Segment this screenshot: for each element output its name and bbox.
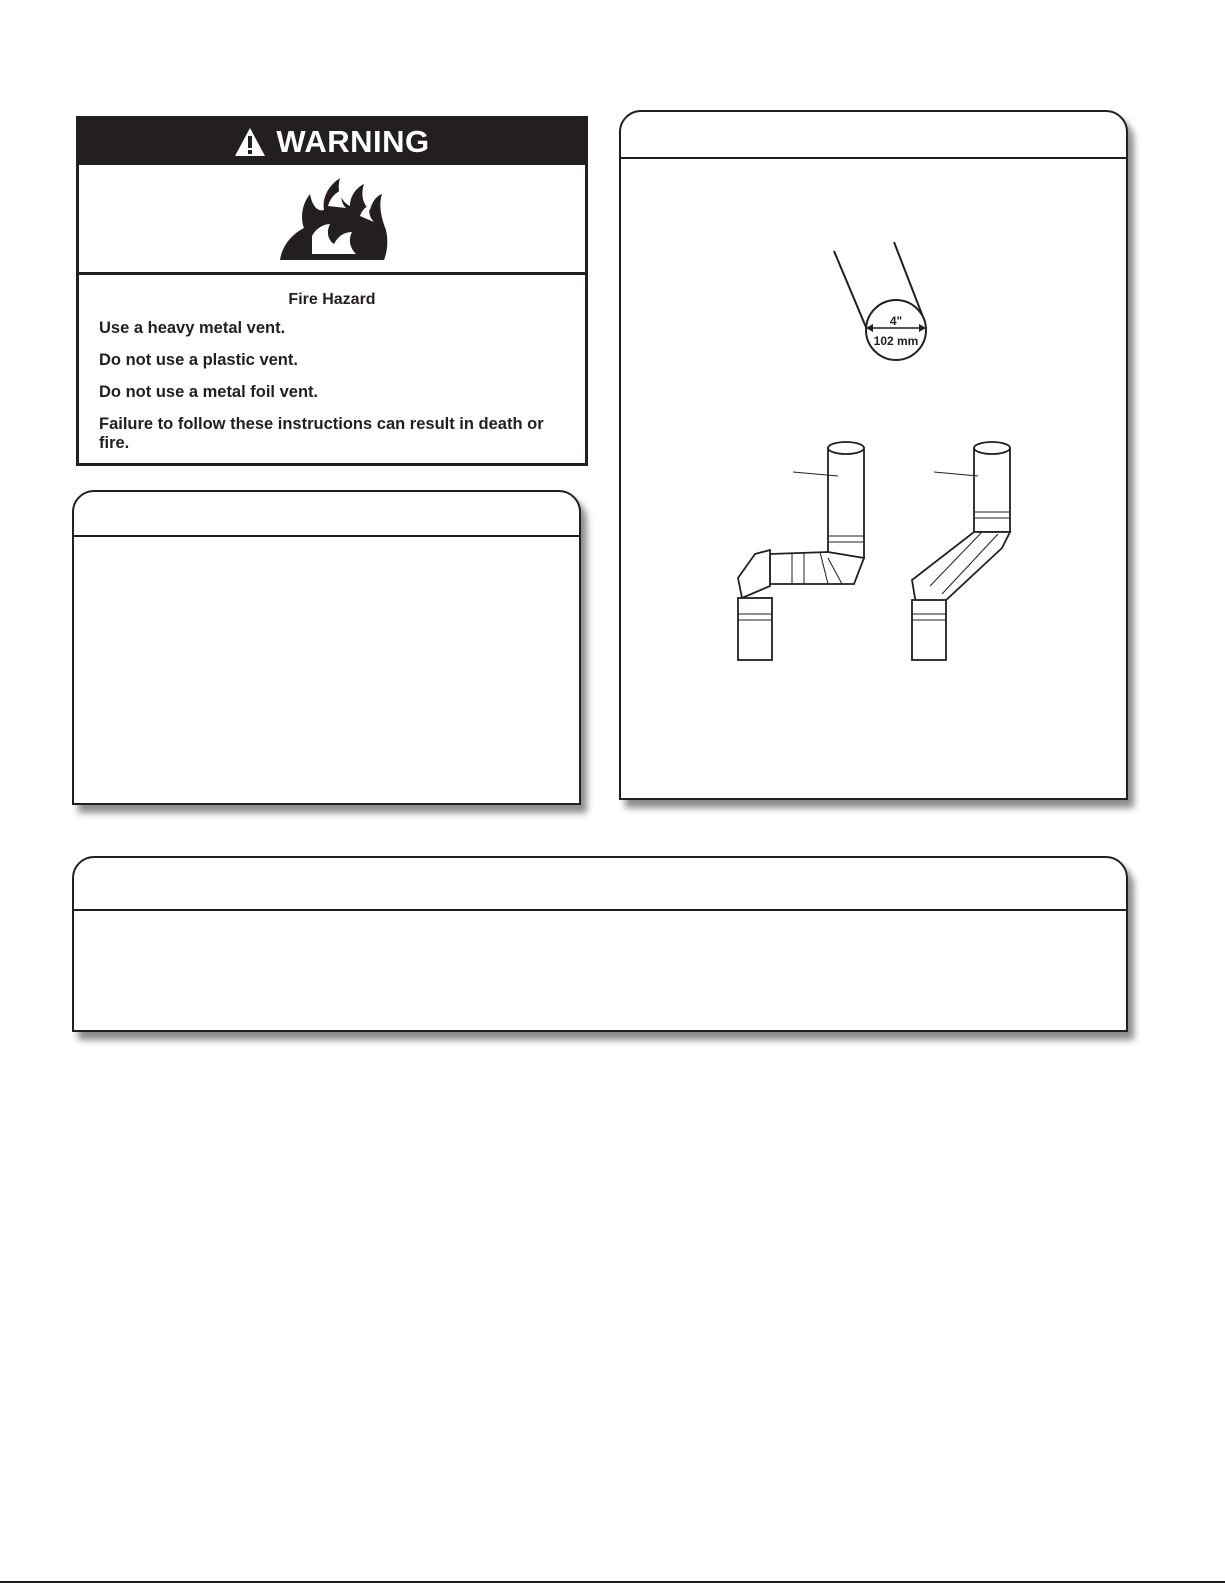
elbow-vent-illustration (738, 442, 864, 660)
warning-line: Failure to follow these instructions can result in death or fire. (99, 415, 544, 452)
warning-box (76, 116, 588, 466)
warning-line: Use a heavy metal vent. (99, 319, 286, 337)
hazard-name: Fire Hazard (288, 291, 376, 308)
warning-line: Do not use a plastic vent. (99, 351, 298, 369)
vent-diagram (621, 112, 1126, 798)
bottom-info-panel (72, 856, 1128, 1032)
fire-symbol-area (79, 165, 585, 275)
warning-triangle-icon (234, 127, 266, 157)
fire-hazard-icon (272, 176, 392, 262)
warning-header (79, 119, 585, 165)
left-info-panel (72, 490, 581, 805)
page-footer-rule (0, 1581, 1225, 1583)
diameter-inch-label: 4" (889, 314, 903, 328)
angled-vent-illustration (912, 442, 1010, 660)
warning-line: Do not use a metal foil vent. (99, 383, 319, 401)
diameter-mm-label: 102 mm (873, 334, 919, 348)
panel-header (74, 858, 1126, 911)
warning-title: WARNING (276, 124, 430, 159)
vent-diagram-panel (619, 110, 1128, 800)
panel-header (74, 492, 579, 537)
